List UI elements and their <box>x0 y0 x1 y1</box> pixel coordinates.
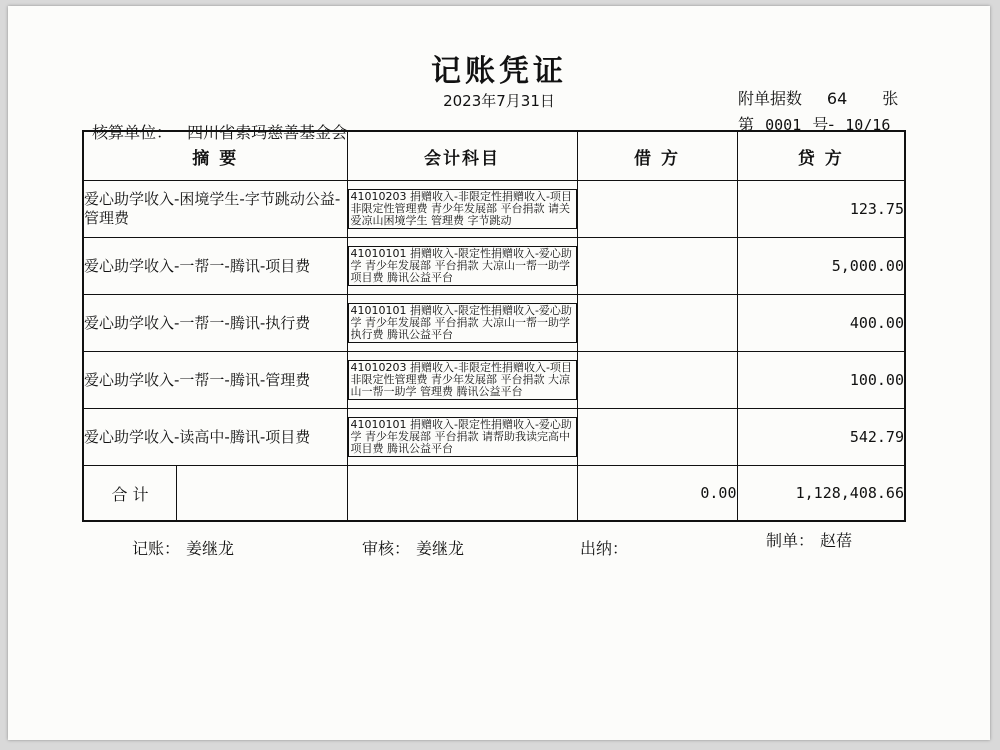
total-blank <box>177 466 347 520</box>
table-row <box>83 409 905 466</box>
total-credit: 1,128,408.66 <box>737 466 905 522</box>
signature-bookkeeper <box>132 536 234 559</box>
row-account: 41010203 捐赠收入-非限定性捐赠收入-项目非限定性管理费 青少年发展部 平台捐款 大凉山一帮一助学 管理费 腾讯公益平台 <box>347 352 577 409</box>
row-account: 41010203 捐赠收入-非限定性捐赠收入-项目非限定性管理费 青少年发展部 平台捐款 请关爱凉山困境学生 管理费 字节跳动 <box>347 181 577 238</box>
accounting-unit-label: 核算单位： <box>92 123 173 142</box>
voucher-title: 记账凭证 <box>431 54 567 89</box>
row-account: 41010101 捐赠收入-限定性捐赠收入-爱心助学 青少年发展部 平台捐款 请帮助我读完高中 项目费 腾讯公益平台 <box>347 409 577 466</box>
row-credit: 123.75 <box>737 181 905 238</box>
reviewer-name: 姜继龙 <box>416 539 465 558</box>
voucher-date: 2023年7月31日 <box>443 92 555 110</box>
total-label: 合 计 <box>84 466 177 520</box>
header-summary: 摘 要 <box>83 131 347 181</box>
row-credit: 400.00 <box>737 295 905 352</box>
row-account: 41010101 捐赠收入-限定性捐赠收入-爱心助学 青少年发展部 平台捐款 大凉山一帮一助学 项目费 腾讯公益平台 <box>347 238 577 295</box>
voucher-page: 10/16 <box>845 116 891 134</box>
row-debit <box>577 409 737 466</box>
row-credit: 100.00 <box>737 352 905 409</box>
attachment-count-value: 64 <box>826 89 848 108</box>
table-row <box>83 181 905 238</box>
row-debit <box>577 352 737 409</box>
header-account: 会计科目 <box>347 131 577 181</box>
table-header-row <box>83 131 905 181</box>
row-account: 41010101 捐赠收入-限定性捐赠收入-爱心助学 青少年发展部 平台捐款 大凉山一帮一助学 执行费 腾讯公益平台 <box>347 295 577 352</box>
table-row <box>83 352 905 409</box>
header-debit: 借 方 <box>577 131 737 181</box>
row-summary: 爱心助学收入-一帮一-腾讯-管理费 <box>83 352 347 409</box>
reviewer-label: 审核： <box>362 539 411 558</box>
cashier-label: 出纳： <box>580 539 629 558</box>
attachment-label: 附单据数 <box>738 89 803 108</box>
row-summary: 爱心助学收入-困境学生-字节跳动公益-管理费 <box>83 181 347 238</box>
preparer-name: 赵蓓 <box>820 531 853 550</box>
preparer-label: 制单： <box>766 531 815 550</box>
table-row <box>83 238 905 295</box>
row-debit <box>577 238 737 295</box>
signature-reviewer <box>362 536 464 559</box>
total-row <box>83 466 905 522</box>
row-credit: 5,000.00 <box>737 238 905 295</box>
voucher-number-value: 0001 <box>765 116 802 134</box>
table-row <box>83 295 905 352</box>
voucher-number-prefix: 第 <box>738 115 755 134</box>
bookkeeper-name: 姜继龙 <box>186 539 235 558</box>
attachment-unit: 张 <box>882 89 899 108</box>
total-account-blank <box>347 466 577 522</box>
signature-preparer <box>766 528 852 551</box>
signature-cashier <box>580 536 634 559</box>
row-credit: 542.79 <box>737 409 905 466</box>
bookkeeper-label: 记账： <box>132 539 181 558</box>
attachment-count <box>738 86 898 109</box>
voucher-table <box>82 130 906 522</box>
row-summary: 爱心助学收入-读高中-腾讯-项目费 <box>83 409 347 466</box>
row-debit <box>577 295 737 352</box>
header-credit: 贷 方 <box>737 131 905 181</box>
row-summary: 爱心助学收入-一帮一-腾讯-项目费 <box>83 238 347 295</box>
total-debit: 0.00 <box>577 466 737 522</box>
total-label-cell <box>83 466 347 522</box>
voucher-number-suffix: 号- <box>812 115 835 134</box>
row-summary: 爱心助学收入-一帮一-腾讯-执行费 <box>83 295 347 352</box>
accounting-unit-value: 四川省索玛慈善基金会 <box>187 123 348 142</box>
row-debit <box>577 181 737 238</box>
